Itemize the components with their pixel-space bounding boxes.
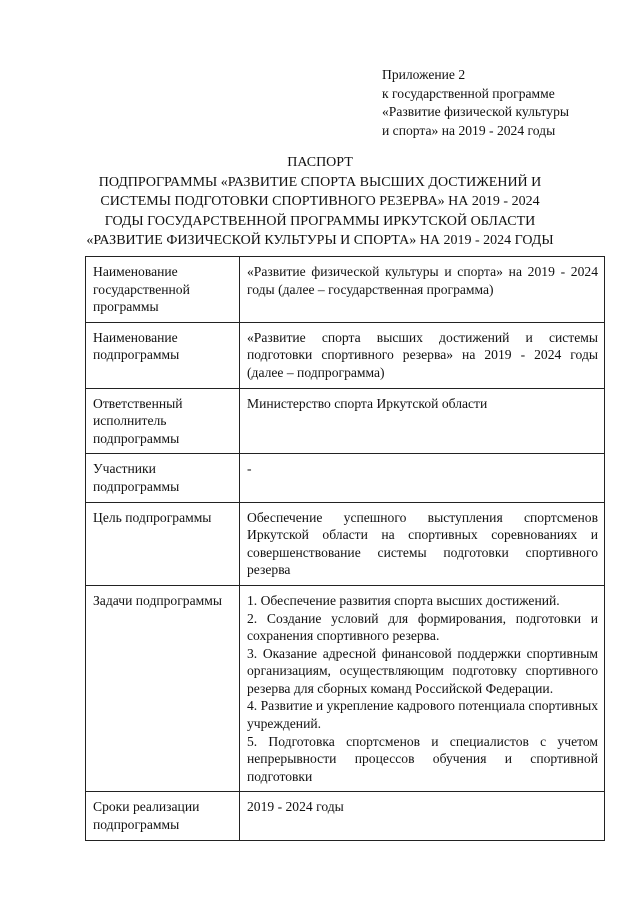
- table-row: [86, 388, 605, 454]
- annex-number: Приложение 2: [382, 67, 466, 82]
- row-label: Наименование государственной программы: [86, 257, 240, 323]
- row-label: Цель подпрограммы: [86, 502, 240, 585]
- row-label: Ответственный исполнитель подпрограммы: [86, 388, 240, 454]
- row-value: -: [240, 454, 605, 502]
- row-label: Задачи подпрограммы: [86, 585, 240, 792]
- annex-block: [382, 66, 569, 140]
- annex-line-3: «Развитие физической культуры: [382, 104, 570, 119]
- title-line-3: СИСТЕМЫ ПОДГОТОВКИ СПОРТИВНОГО РЕЗЕРВА» НА 2019 - 2024: [100, 194, 540, 209]
- annex-line-2: к государственной программе: [382, 85, 555, 101]
- row-value: 2019 - 2024 годы: [240, 792, 605, 840]
- row-value: «Развитие физической культуры и спорта» на 2019 - 2024 годы (далее – государственная программа): [240, 257, 605, 323]
- table-row: [86, 454, 605, 502]
- task-item: 3. Оказание адресной финансовой поддержки спортивным организациям, осуществляющим подготовку спортивного резерва для сборных команд Российской Федерации.: [247, 645, 598, 696]
- passport-table: [85, 256, 605, 841]
- task-item: 5. Подготовка спортсменов и специалистов с учетом непрерывности процессов обучения и спортивной подготовки: [247, 733, 598, 784]
- table-row: [86, 502, 605, 585]
- row-value: «Развитие спорта высших достижений и системы подготовки спортивного резерва» на 2019 - 2024 годы (далее – подпрограмма): [240, 322, 605, 388]
- document-title: [0, 153, 640, 251]
- task-item: 4. Развитие и укрепление кадрового потенциала спортивных учреждений.: [247, 698, 598, 732]
- title-line-1: ПАСПОРТ: [287, 155, 353, 170]
- row-value: Обеспечение успешного выступления спортсменов Иркутской области на спортивных соревнованиях и совершенствование системы подготовки спортивного резерва: [240, 502, 605, 585]
- table-row: [86, 257, 605, 323]
- task-item: 1. Обеспечение развития спорта высших достижений.: [247, 592, 560, 608]
- title-line-2: ПОДПРОГРАММЫ «РАЗВИТИЕ СПОРТА ВЫСШИХ ДОСТИЖЕНИЙ И: [98, 174, 542, 190]
- row-label: Участники подпрограммы: [86, 454, 240, 502]
- table-row: [86, 322, 605, 388]
- title-line-5: «РАЗВИТИЕ ФИЗИЧЕСКОЙ КУЛЬТУРЫ И СПОРТА» НА 2019 - 2024 ГОДЫ: [86, 233, 554, 248]
- row-label: Наименование подпрограммы: [86, 322, 240, 388]
- task-item: 2. Создание условий для формирования, подготовки и сохранения спортивного резерва.: [247, 610, 598, 644]
- task-list: [240, 585, 605, 792]
- title-line-4: ГОДЫ ГОСУДАРСТВЕННОЙ ПРОГРАММЫ ИРКУТСКОЙ ОБЛАСТИ: [104, 213, 536, 229]
- row-label: Сроки реализации подпрограммы: [86, 792, 240, 840]
- annex-line-4: и спорта» на 2019 - 2024 годы: [382, 122, 556, 138]
- row-value: Министерство спорта Иркутской области: [240, 388, 605, 454]
- table-row: [86, 585, 605, 792]
- table-row: [86, 792, 605, 840]
